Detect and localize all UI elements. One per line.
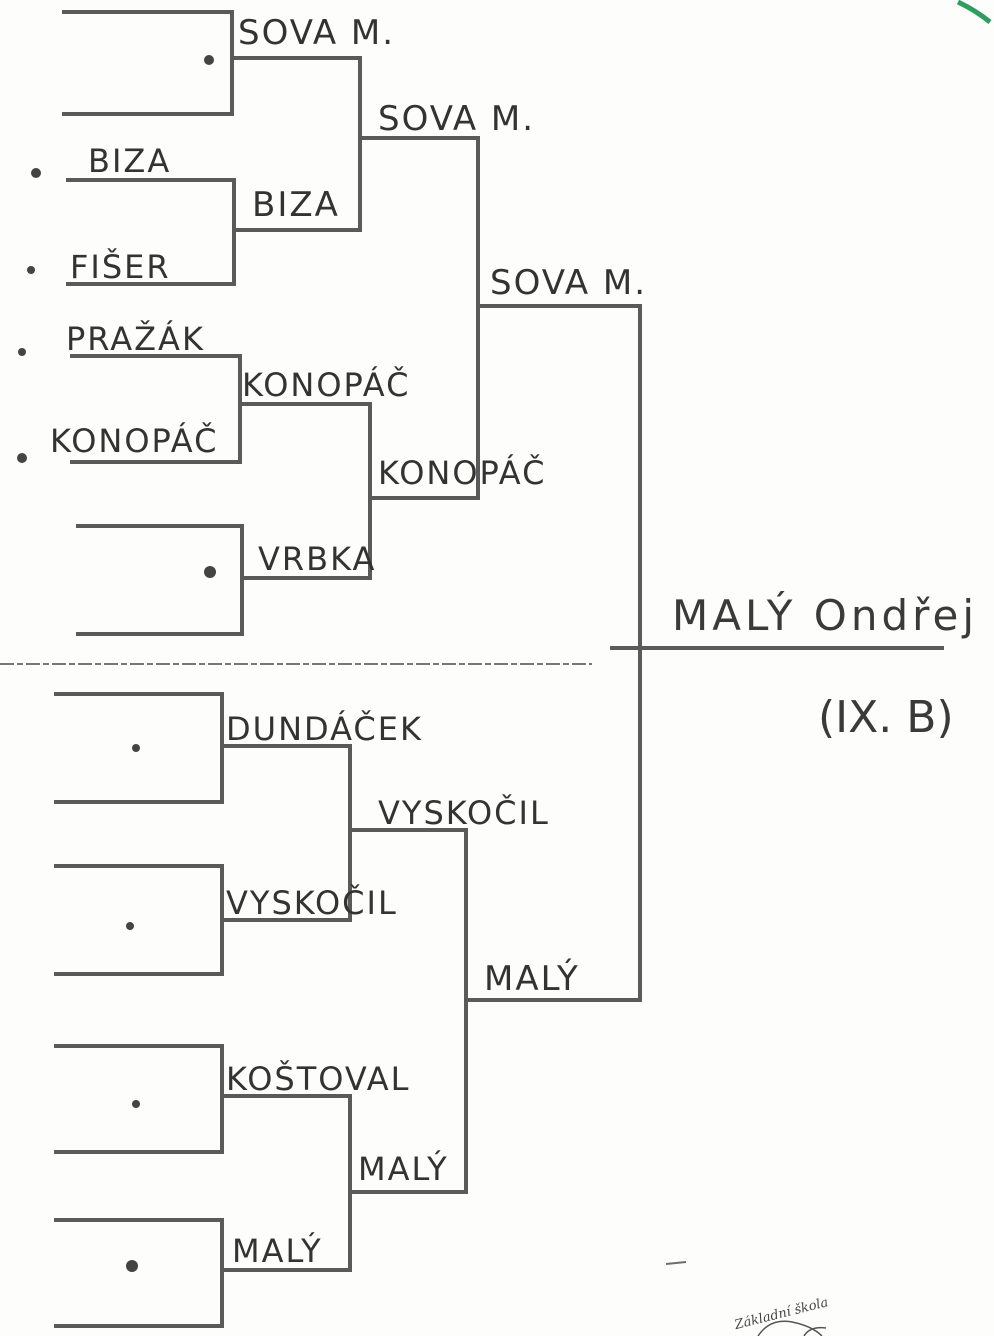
r1-dot-1 <box>204 55 214 65</box>
r1-dot-b2 <box>126 922 134 930</box>
r1-dot-konopac <box>17 453 27 463</box>
r1-dot-b3 <box>132 1100 140 1108</box>
r2-name-konopac: KONOPÁČ <box>242 366 411 404</box>
r1-dot-prazak <box>18 348 26 356</box>
school-stamp <box>732 1295 830 1336</box>
r1-name-fiser: FIŠER <box>70 248 171 286</box>
r1-box-top-4 <box>78 526 242 634</box>
r1-name-prazak: PRAŽÁK <box>66 320 205 358</box>
corner-mark <box>958 2 990 22</box>
r3-name-sova: SOVA M. <box>378 99 536 139</box>
stamp-text: Základní škola <box>733 1295 830 1333</box>
r2-name-biza: BIZA <box>252 185 340 225</box>
r2-name-dundacek: DUNDÁČEK <box>226 710 423 748</box>
r1-name-konopac: KONOPÁČ <box>50 422 219 460</box>
champion-class: (IX. B) <box>818 692 954 743</box>
r2-name-sova: SOVA M. <box>238 13 396 53</box>
r3-box-top <box>360 138 478 498</box>
r1-dot-b1 <box>132 744 140 752</box>
r1-box-bottom-3 <box>56 1046 222 1152</box>
r1-dot-biza <box>31 168 41 178</box>
r1-dot-fiser <box>27 266 35 274</box>
r2-name-maly: MALÝ <box>232 1232 323 1270</box>
r2-name-vyskocil: VYSKOČIL <box>226 884 398 922</box>
stray-mark <box>666 1262 686 1264</box>
r4-name-maly: MALÝ <box>484 959 580 999</box>
r3-name-konopac: KONOPÁČ <box>378 454 547 492</box>
r4-final-box <box>466 306 640 1000</box>
champion-name: MALÝ Ondřej <box>672 591 978 640</box>
r3-name-vyskocil: VYSKOČIL <box>378 794 550 832</box>
r1-box-bottom-2 <box>56 866 222 974</box>
r1-box-bottom-4 <box>56 1220 222 1326</box>
r1-dot-4 <box>204 566 216 578</box>
r3-name-maly: MALÝ <box>358 1150 449 1188</box>
r2-name-vrbka: VRBKA <box>258 540 377 578</box>
r4-name-sova: SOVA M. <box>490 263 648 303</box>
r2-name-kostoval: KOŠTOVAL <box>226 1060 411 1098</box>
r1-name-biza: BIZA <box>88 142 172 180</box>
r1-dot-b4 <box>126 1260 138 1272</box>
